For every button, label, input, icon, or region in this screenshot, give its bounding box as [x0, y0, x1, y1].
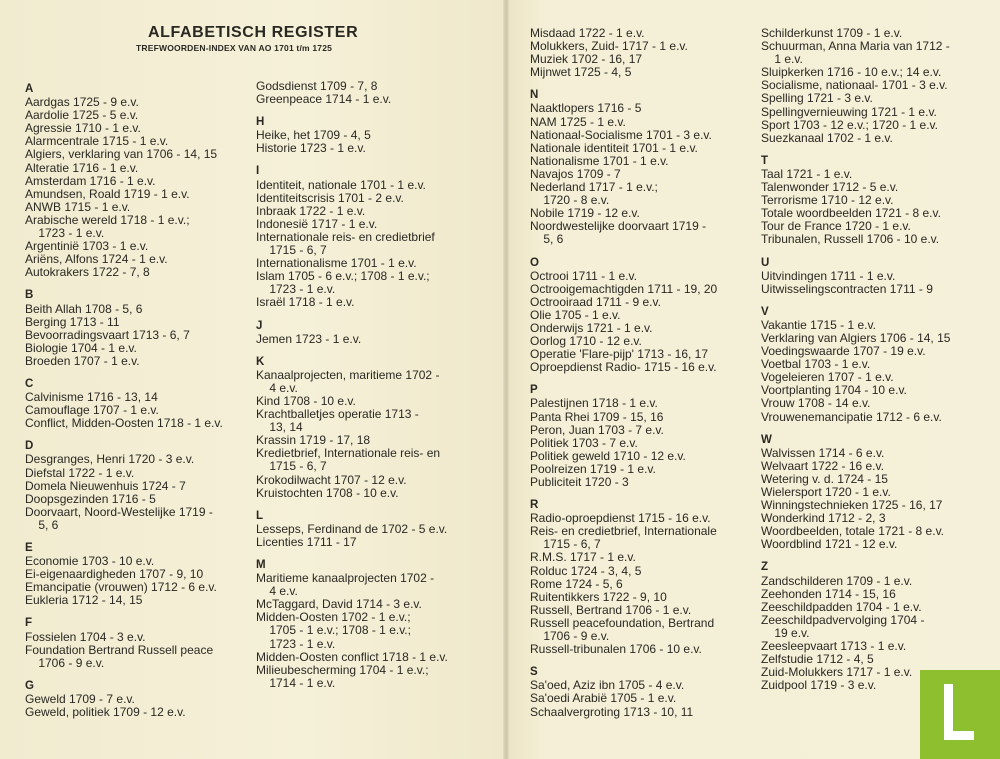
index-entry: Sa'oedi Arabië 1705 - 1 e.v. [530, 691, 677, 706]
index-entry: Voedingswaarde 1707 - 19 e.v. [761, 344, 926, 359]
index-entry: Historie 1723 - 1 e.v. [256, 141, 366, 156]
index-entry: Tribunalen, Russell 1706 - 10 e.v. [761, 232, 940, 247]
index-entry: Vakantie 1715 - 1 e.v. [761, 317, 876, 332]
index-entry: Indonesië 1717 - 1 e.v. [256, 216, 378, 231]
index-column-4 [761, 27, 950, 692]
index-entry: Ei-eigenaardigheden 1707 - 9, 10 [25, 567, 204, 582]
index-entry: Argentinië 1703 - 1 e.v. [25, 239, 149, 254]
index-entry: Conflict, Midden-Oosten 1718 - 1 e.v. [25, 416, 223, 431]
index-entry: Woordblind 1721 - 12 e.v. [761, 537, 898, 552]
index-entry: Doorvaart, Noord-Westelijke 1719 - [25, 504, 213, 519]
section-letter: W [761, 433, 772, 446]
index-entry: Molukkers, Zuid- 1717 - 1 e.v. [530, 39, 688, 54]
index-entry: Naaktlopers 1716 - 5 [530, 101, 642, 116]
index-entry: Sport 1703 - 12 e.v.; 1720 - 1 e.v. [761, 117, 938, 132]
index-entry: ANWB 1715 - 1 e.v. [25, 199, 131, 214]
index-entry: Desgranges, Henri 1720 - 3 e.v. [25, 452, 195, 467]
index-entry: 13, 14 [256, 420, 303, 435]
index-entry: Radio-oproepdienst 1715 - 16 e.v. [530, 511, 711, 526]
index-entry: Russell peacefoundation, Bertrand [530, 615, 715, 630]
index-entry: Foundation Bertrand Russell peace [25, 642, 214, 657]
index-entry: Walvissen 1714 - 6 e.v. [761, 445, 885, 460]
index-entry: Peron, Juan 1703 - 7 e.v. [530, 422, 664, 437]
index-entry: Economie 1703 - 10 e.v. [25, 554, 155, 569]
index-entry: Fossielen 1704 - 3 e.v. [25, 629, 146, 644]
section-letter: T [761, 154, 769, 167]
index-entry: Arabische wereld 1718 - 1 e.v.; [25, 212, 190, 227]
index-entry: Terrorisme 1710 - 12 e.v. [761, 193, 894, 208]
index-entry: Domela Nieuwenhuis 1724 - 7 [25, 478, 186, 493]
index-entry: Kanaalprojecten, maritieme 1702 - [256, 367, 440, 382]
index-entry: 1706 - 9 e.v. [530, 629, 610, 644]
index-entry: 1723 - 1 e.v. [25, 226, 105, 241]
index-entry: Bevoorradingsvaart 1713 - 6, 7 [25, 327, 190, 342]
index-entry: Spelling 1721 - 3 e.v. [761, 91, 873, 106]
section-letter: P [530, 384, 538, 397]
section-letter: O [530, 256, 539, 269]
index-entry: Jemen 1723 - 1 e.v. [256, 331, 362, 346]
index-entry: Wetering v. d. 1724 - 15 [761, 471, 888, 486]
index-entry: Midden-Oosten conflict 1718 - 1 e.v. [256, 649, 448, 664]
index-entry: NAM 1725 - 1 e.v. [530, 114, 626, 129]
index-entry: R.M.S. 1717 - 1 e.v. [530, 550, 636, 565]
index-entry: Emancipatie (vrouwen) 1712 - 6 e.v. [25, 580, 217, 595]
index-entry: Geweld, politiek 1709 - 12 e.v. [25, 705, 186, 720]
index-entry: Uitwisselingscontracten 1711 - 9 [761, 281, 933, 296]
section-letter: N [530, 89, 539, 102]
index-entry: 1723 - 1 e.v. [256, 636, 336, 651]
page-title: ALFABETISCH REGISTER [148, 24, 359, 41]
index-entry: Lesseps, Ferdinand de 1702 - 5 e.v. [256, 521, 448, 536]
index-entry: 5, 6 [530, 232, 564, 247]
index-entry: 1 e.v. [761, 52, 803, 67]
index-entry: Russell-tribunalen 1706 - 10 e.v. [530, 642, 702, 657]
index-column-2 [256, 80, 448, 690]
index-entry: Misdaad 1722 - 1 e.v. [530, 26, 645, 40]
index-entry: Zelfstudie 1712 - 4, 5 [761, 652, 874, 667]
index-entry: Suezkanaal 1702 - 1 e.v. [761, 130, 893, 145]
index-entry: Welvaart 1722 - 16 e.v. [761, 458, 884, 473]
index-entry: Rome 1724 - 5, 6 [530, 576, 623, 591]
index-entry: Diefstal 1722 - 1 e.v. [25, 465, 135, 480]
index-entry: Zuidpool 1719 - 3 e.v. [761, 678, 877, 693]
index-entry: 19 e.v. [761, 625, 810, 640]
index-entry: Octrooigemachtigden 1711 - 19, 20 [530, 281, 718, 296]
index-entry: Biologie 1704 - 1 e.v. [25, 340, 137, 355]
index-entry: 1715 - 6, 7 [530, 537, 601, 552]
index-entry: Algiers, verklaring van 1706 - 14, 15 [25, 147, 218, 162]
index-entry: 1705 - 1 e.v.; 1708 - 1 e.v.; [256, 623, 411, 638]
index-entry: Schuurman, Anna Maria van 1712 - [761, 39, 950, 54]
index-entry: Oproepdienst Radio- 1715 - 16 e.v. [530, 360, 717, 375]
index-column-3 [530, 27, 717, 719]
index-entry: Panta Rhei 1709 - 15, 16 [530, 409, 664, 424]
index-entry: Nationalisme 1701 - 1 e.v. [530, 153, 669, 168]
section-letter: H [256, 116, 265, 129]
section-letter: M [256, 559, 266, 571]
index-entry: 1720 - 8 e.v. [530, 193, 610, 208]
logo-shape [944, 684, 974, 740]
section-letter: A [25, 83, 34, 95]
index-entry: Muziek 1702 - 16, 17 [530, 52, 643, 67]
index-entry: 1706 - 9 e.v. [25, 655, 105, 670]
section-letter: Z [761, 561, 769, 574]
index-entry: Octrooi 1711 - 1 e.v. [530, 268, 637, 283]
index-entry: Uitvindingen 1711 - 1 e.v. [761, 268, 896, 283]
index-entry: Milieubescherming 1704 - 1 e.v.; [256, 662, 429, 677]
index-entry: Ariëns, Alfons 1724 - 1 e.v. [25, 252, 168, 267]
index-entry: Oorlog 1710 - 12 e.v. [530, 334, 642, 349]
index-entry: Vrouwenemancipatie 1712 - 6 e.v. [761, 409, 942, 424]
index-entry: Kruistochten 1708 - 10 e.v. [256, 485, 399, 500]
index-entry: Olie 1705 - 1 e.v. [530, 307, 621, 322]
index-entry: Rolduc 1724 - 3, 4, 5 [530, 563, 642, 578]
section-letter: K [256, 355, 265, 368]
index-entry: Israël 1718 - 1 e.v. [256, 295, 355, 310]
index-entry: Zeeschildpadvervolging 1704 - [761, 612, 925, 627]
index-entry: Zeehonden 1714 - 15, 16 [761, 586, 896, 601]
index-entry: Vrouw 1708 - 14 e.v. [761, 396, 871, 411]
index-entry: Maritieme kanaalprojecten 1702 - [256, 571, 435, 586]
index-entry: Taal 1721 - 1 e.v. [761, 166, 853, 181]
index-entry: Eukleria 1712 - 14, 15 [25, 593, 143, 608]
index-entry: Inbraak 1722 - 1 e.v. [256, 203, 366, 218]
index-entry: Talenwonder 1712 - 5 e.v. [761, 180, 899, 195]
index-entry: 5, 6 [25, 517, 59, 532]
index-entry: Reis- en credietbrief, Internationale [530, 524, 717, 539]
section-letter: R [530, 499, 539, 512]
index-entry: Schilderkunst 1709 - 1 e.v. [761, 26, 903, 40]
section-letter: E [25, 542, 33, 554]
index-entry: Sluipkerken 1716 - 10 e.v.; 14 e.v. [761, 65, 942, 80]
index-entry: Berging 1713 - 11 [25, 314, 120, 329]
index-entry: Spellingvernieuwing 1721 - 1 e.v. [761, 104, 937, 119]
section-letter: S [530, 666, 538, 679]
index-entry: Navajos 1709 - 7 [530, 166, 621, 181]
index-entry: Totale woordbeelden 1721 - 8 e.v. [761, 206, 941, 221]
index-entry: Sa'oed, Aziz ibn 1705 - 4 e.v. [530, 678, 685, 693]
index-entry: Kind 1708 - 10 e.v. [256, 393, 356, 408]
index-entry: Islam 1705 - 6 e.v.; 1708 - 1 e.v.; [256, 269, 430, 284]
index-entry: Politiek geweld 1710 - 12 e.v. [530, 448, 686, 463]
index-entry: Socialisme, nationaal- 1701 - 3 e.v. [761, 78, 948, 93]
index-entry: Palestijnen 1718 - 1 e.v. [530, 396, 658, 411]
index-entry: Krassin 1719 - 17, 18 [256, 433, 371, 448]
index-entry: Midden-Oosten 1702 - 1 e.v.; [256, 610, 411, 625]
index-entry: Zuid-Molukkers 1717 - 1 e.v. [761, 665, 913, 680]
index-entry: McTaggard, David 1714 - 3 e.v. [256, 597, 422, 612]
index-entry: Camouflage 1707 - 1 e.v. [25, 403, 159, 418]
index-entry: 1714 - 1 e.v. [256, 675, 336, 690]
index-entry: Doopsgezinden 1716 - 5 [25, 491, 156, 506]
section-letter: I [256, 165, 260, 178]
index-entry: Zeeschildpadden 1704 - 1 e.v. [761, 599, 922, 614]
index-entry: Licenties 1711 - 17 [256, 534, 357, 549]
index-entry: Beith Allah 1708 - 5, 6 [25, 301, 143, 316]
index-entry: Identiteitscrisis 1701 - 2 e.v. [256, 190, 404, 205]
index-entry: Godsdienst 1709 - 7, 8 [256, 79, 378, 93]
section-letter: F [25, 617, 33, 630]
page-fold [503, 0, 509, 759]
index-entry: Wielersport 1720 - 1 e.v. [761, 485, 891, 499]
index-entry: Zandschilderen 1709 - 1 e.v. [761, 573, 913, 588]
index-entry: Publiciteit 1720 - 3 [530, 475, 629, 489]
section-letter: G [25, 679, 34, 692]
section-letter: U [761, 256, 770, 269]
section-letter: C [25, 377, 34, 390]
section-letter: V [761, 305, 769, 318]
index-entry: Wonderkind 1712 - 2, 3 [761, 511, 886, 526]
index-entry: Nobile 1719 - 12 e.v. [530, 206, 640, 221]
index-entry: Nederland 1717 - 1 e.v.; [530, 180, 658, 195]
index-entry: Ruitentikkers 1722 - 9, 10 [530, 589, 667, 604]
index-entry: 1723 - 1 e.v. [256, 282, 336, 297]
index-entry: Noordwestelijke doorvaart 1719 - [530, 219, 707, 234]
index-entry: Agressie 1710 - 1 e.v. [25, 121, 141, 136]
index-entry: Krachtballetjes operatie 1713 - [256, 407, 419, 422]
index-entry: Greenpeace 1714 - 1 e.v. [256, 92, 392, 107]
index-entry: Voortplanting 1704 - 10 e.v. [761, 383, 907, 398]
section-letter: J [256, 319, 263, 332]
index-entry: Nationaal-Socialisme 1701 - 3 e.v. [530, 127, 712, 142]
index-entry: Amsterdam 1716 - 1 e.v. [25, 173, 156, 188]
index-entry: Politiek 1703 - 7 e.v. [530, 435, 638, 450]
index-entry: Internationale reis- en credietbrief [256, 229, 435, 244]
index-entry: 1715 - 6, 7 [256, 459, 327, 474]
index-entry: Octrooiraad 1711 - 9 e.v. [530, 294, 661, 309]
index-entry: Alarmcentrale 1715 - 1 e.v. [25, 134, 169, 149]
index-entry: Amundsen, Roald 1719 - 1 e.v. [25, 186, 190, 201]
page-subtitle: TREFWOORDEN-INDEX VAN AO 1701 t/m 1725 [136, 43, 333, 53]
index-entry: Schaalvergroting 1713 - 10, 11 [530, 704, 694, 719]
index-entry: Alteratie 1716 - 1 e.v. [25, 160, 139, 175]
index-entry: Internationalisme 1701 - 1 e.v. [256, 256, 417, 271]
index-entry: 4 e.v. [256, 380, 298, 395]
index-entry: Autokrakers 1722 - 7, 8 [25, 265, 150, 280]
index-entry: Krokodilwacht 1707 - 12 e.v. [256, 472, 407, 487]
index-entry: Broeden 1707 - 1 e.v. [25, 353, 140, 368]
index-entry: Operatie 'Flare-pijp' 1713 - 16, 17 [530, 347, 709, 362]
index-entry: Russell, Bertrand 1706 - 1 e.v. [530, 602, 692, 617]
corner-logo [920, 670, 1000, 759]
section-letter: D [25, 440, 34, 453]
index-entry: Onderwijs 1721 - 1 e.v. [530, 320, 653, 335]
index-entry: Verklaring van Algiers 1706 - 14, 15 [761, 330, 951, 345]
index-entry: Vogeleieren 1707 - 1 e.v. [761, 370, 894, 385]
index-entry: Calvinisme 1716 - 13, 14 [25, 390, 158, 405]
index-entry: Tour de France 1720 - 1 e.v. [761, 219, 911, 234]
index-entry: Heike, het 1709 - 4, 5 [256, 128, 371, 143]
index-entry: 1715 - 6, 7 [256, 243, 327, 258]
section-letter: L [256, 509, 264, 522]
index-entry: Woordbeelden, totale 1721 - 8 e.v. [761, 524, 945, 539]
index-entry: Identiteit, nationale 1701 - 1 e.v. [256, 177, 426, 192]
index-entry: Kredietbrief, Internationale reis- en [256, 446, 441, 461]
index-entry: Poolreizen 1719 - 1 e.v. [530, 461, 656, 476]
index-entry: Aardgas 1725 - 9 e.v. [25, 95, 139, 110]
index-entry: 4 e.v. [256, 584, 298, 599]
index-entry: Voetbal 1703 - 1 e.v. [761, 357, 871, 372]
index-entry: Geweld 1709 - 7 e.v. [25, 691, 135, 706]
index-entry: Mijnwet 1725 - 4, 5 [530, 65, 632, 80]
index-entry: Nationale identiteit 1701 - 1 e.v. [530, 140, 698, 155]
index-entry: Aardolie 1725 - 5 e.v. [25, 108, 139, 123]
index-entry: Zeesleepvaart 1713 - 1 e.v. [761, 639, 907, 654]
index-entry: Winningstechnieken 1725 - 16, 17 [761, 498, 943, 513]
section-letter: B [25, 289, 34, 302]
index-column-1 [25, 83, 223, 719]
